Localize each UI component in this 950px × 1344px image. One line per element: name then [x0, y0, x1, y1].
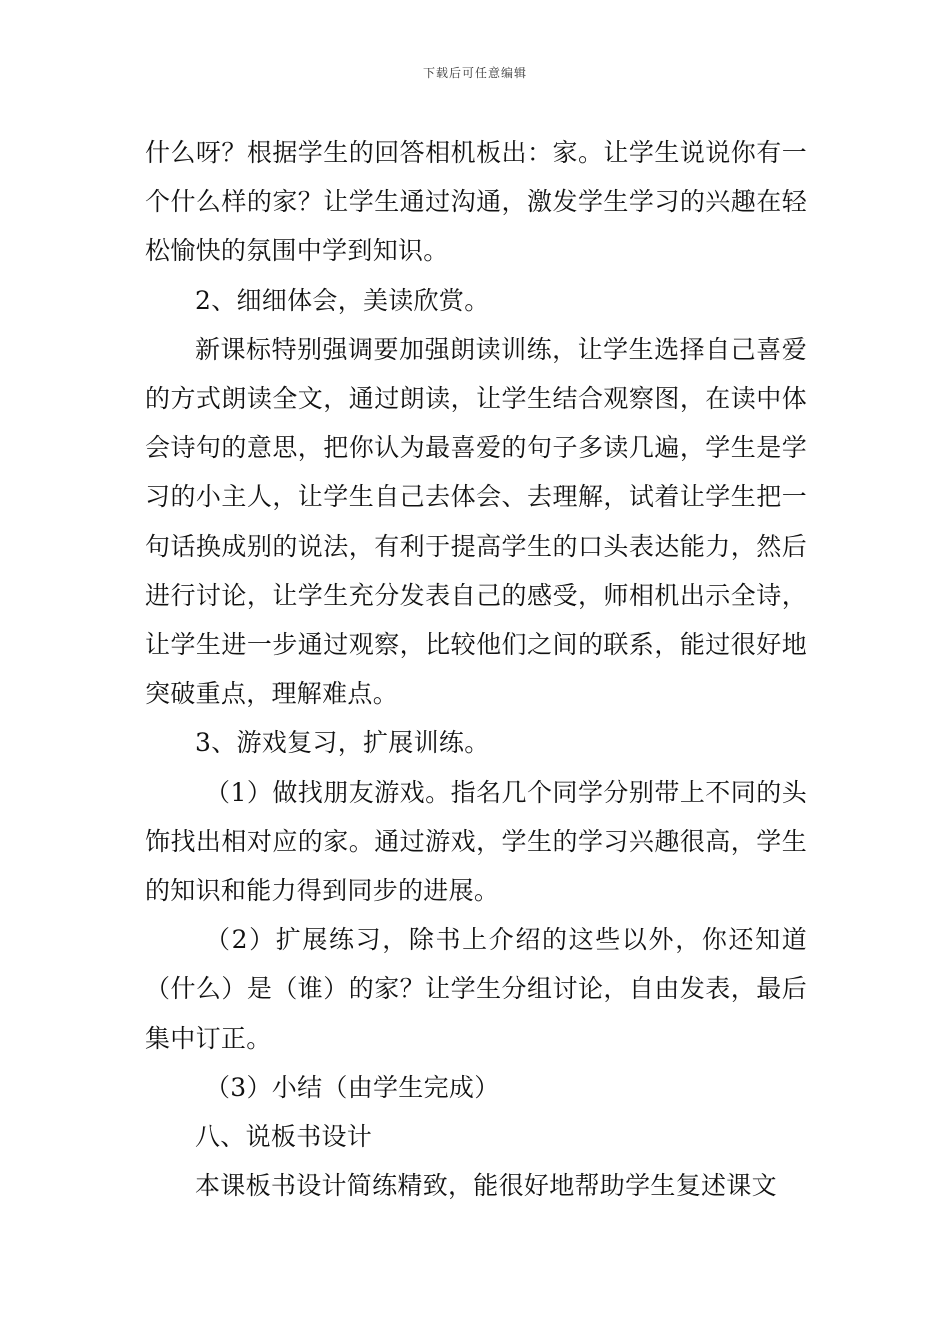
paragraph-item-2: （2）扩展练习，除书上介绍的这些以外，你还知道（什么）是（谁）的家？让学生分组讨论，自由发表，最后集中订正。 [145, 925, 807, 1053]
paragraph-item-3: （3）小结（由学生完成） [205, 1072, 500, 1102]
paragraph-item-1: （1）做找朋友游戏。指名几个同学分别带上不同的头饰找出相对应的家。通过游戏，学生的学习兴趣很高，学生的知识和能力得到同步的进展。 [145, 777, 807, 906]
paragraph-continuation: 什么呀？根据学生的回答相机板出：家。让学生说说你有一个什么样的家？让学生通过沟通，激发学生学习的兴趣在轻松愉快的氛围中学到知识。 [145, 138, 807, 266]
section-heading-3: 3、游戏复习，扩展训练。 [195, 728, 490, 758]
paragraph-reading-training: 新课标特别强调要加强朗读训练，让学生选择自己喜爱的方式朗读全文，通过朗读，让学生结合观察图，在读中体会诗句的意思，把你认为最喜爱的句子多读几遍，学生是学习的小主人，让学生自己去体会、去理解，试着让学生把一句话换成别的说法，有利于提高学生的口头表达能力，然后进行讨论，让学生充分发表自己的感受，师相机出示全诗，让学生进一步通过观察，比较他们之间的联系，能过很好地突破重点，理解难点。 [145, 334, 807, 709]
document-body [145, 128, 807, 1210]
section-heading-8: 八、说板书设计 [195, 1122, 373, 1152]
section-heading-2: 2、细细体会，美读欣赏。 [195, 285, 490, 315]
page-header-note: 下载后可任意编辑 [422, 66, 527, 80]
paragraph-blackboard-design: 本课板书设计简练精致，能很好地帮助学生复述课文 [195, 1171, 777, 1201]
